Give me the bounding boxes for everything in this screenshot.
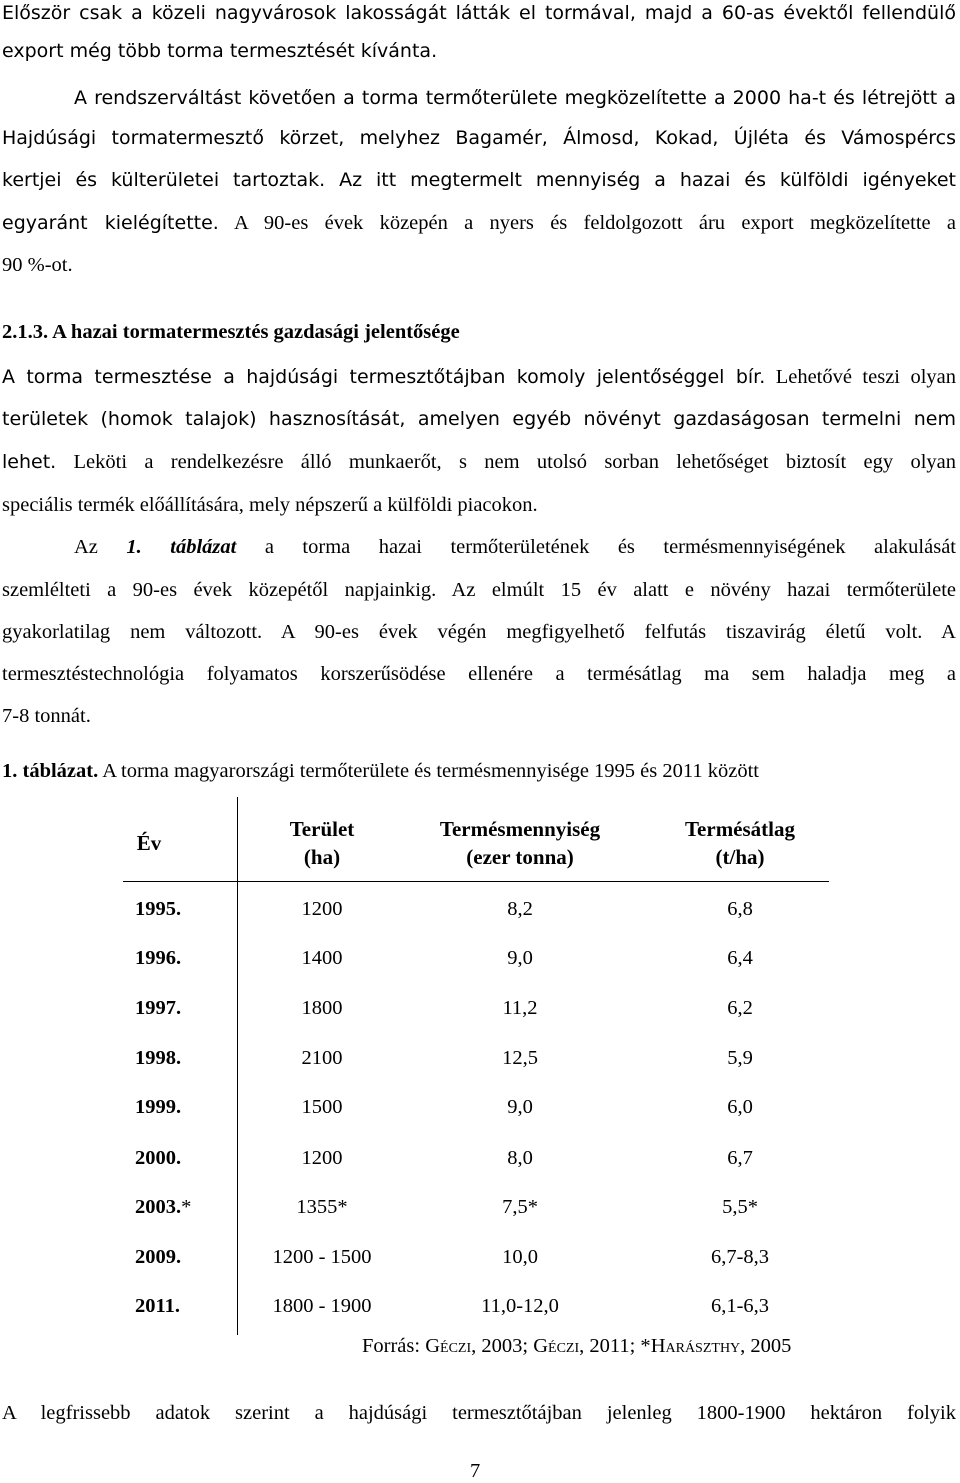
header-average-line2: (t/ha) <box>715 845 765 869</box>
table-row-area: 1200 <box>301 1147 343 1169</box>
table-row-yield: 9,0 <box>507 1096 533 1118</box>
table-row-area: 1800 - 1900 <box>272 1295 372 1317</box>
paragraph5-line1: A legfrissebb adatok szerint a hajdúsági termesztőtájban jelenleg 1800-1900 hektáron folyik <box>2 1402 956 1424</box>
table-reference-word: táblázat <box>141 536 237 558</box>
table-row-year: 1999. <box>135 1096 182 1118</box>
paragraph4-line4: termesztéstechnológia folyamatos korszerűsödése ellenére a termésátlag ma sem haladja meg a <box>2 663 956 685</box>
table-row-average: 6,7-8,3 <box>710 1246 770 1268</box>
table-row-average: 6,2 <box>727 997 753 1019</box>
source-author1-rest: éczi <box>440 1335 472 1357</box>
table-header-rule <box>123 881 829 882</box>
paragraph4-line1-rest: a torma hazai termőterületének és termésmennyiségének alakulását <box>236 536 956 558</box>
paragraph4-line2 <box>2 578 956 602</box>
table-row-year: 1998. <box>135 1047 182 1069</box>
header-yield-line2: (ezer tonna) <box>466 845 574 869</box>
source-author1-initial: G <box>425 1335 441 1357</box>
table-row-average: 6,8 <box>727 898 753 920</box>
table-row-area: 2100 <box>301 1047 343 1069</box>
source-author2-initial: G <box>533 1335 549 1357</box>
source-author3-year: , 2005 <box>740 1335 792 1357</box>
paragraph2-line1: A rendszerváltást követően a torma termőterülete megközelítette a 2000 ha-t és létrejött a <box>74 87 956 109</box>
table-row-average: 6,7 <box>727 1147 753 1169</box>
header-year: Év <box>136 831 162 855</box>
table-row-year <box>135 1195 191 1219</box>
paragraph3-line3-part-b: Leköti a rendelkezésre álló munkaerőt, s nem utolsó sorban lehetőséget biztosít egy olyan <box>56 451 956 473</box>
paragraph2-line5: 90 %-ot. <box>2 254 73 276</box>
table-row-year: 1995. <box>135 898 182 920</box>
paragraph4-line5: 7-8 tonnát. <box>2 705 91 727</box>
paragraph3-line3 <box>2 450 956 474</box>
paragraph2-line4-part-a: egyaránt kielégítette. <box>2 212 219 234</box>
paragraph2-line3-part-b: Az itt megtermelt mennyiség a hazai és külföldi igényeket <box>325 169 957 191</box>
table-row-yield: 11,2 <box>502 997 538 1019</box>
paragraph2-line3 <box>2 168 956 192</box>
paragraph3-line3-part-a: lehet. <box>2 451 57 473</box>
header-average <box>640 815 840 871</box>
table-row-yield: 10,0 <box>502 1246 538 1268</box>
header-area-line2: (ha) <box>303 845 341 869</box>
table-row-yield: 9,0 <box>507 947 533 969</box>
table-row-area: 1200 <box>301 898 343 920</box>
table-row-average: 6,0 <box>727 1096 753 1118</box>
paragraph2-line4-part-b: A 90-es évek közepén a nyers és feldolgozott áru export megközelítette a <box>218 212 957 234</box>
table-row-year: 1996. <box>135 947 182 969</box>
paragraph4-line2-part-a: szemlélteti a 90-es évek közepétől napjainkig. <box>2 579 437 601</box>
source-prefix: Forrás: <box>362 1335 426 1357</box>
table-row-yield: 12,5 <box>502 1047 538 1069</box>
source-author3-initial: H <box>650 1335 666 1357</box>
table-row-year-mark: * <box>181 1196 192 1218</box>
table-row-area: 1400 <box>301 947 343 969</box>
paragraph4-line3-part-b: A 90-es évek végén megfigyelhető felfutás tiszavirág életű volt. A <box>262 621 956 643</box>
header-area-line1: Terület <box>289 817 355 841</box>
table-caption-text: A torma magyarországi termőterülete és termésmennyisége 1995 és 2011 között <box>98 760 759 782</box>
table-row-year: 1997. <box>135 997 182 1019</box>
table-caption-label: 1. táblázat. <box>2 760 99 782</box>
paragraph4-line2-part-b: Az elmúlt 15 év alatt e növény hazai termőterülete <box>436 579 956 601</box>
table-row-yield: 11,0-12,0 <box>481 1295 559 1317</box>
paragraph3-line2: területek (homok talajok) hasznosítását, amelyen egyéb növényt gazdaságosan termelni nem <box>2 408 956 430</box>
paragraph4-line3 <box>2 620 956 644</box>
paragraph2-line4 <box>2 211 956 235</box>
paragraph2-line3-part-a: kertjei és külterületei tartoztak. <box>2 169 326 191</box>
header-area <box>237 815 407 871</box>
table-source <box>362 1334 956 1358</box>
paragraph3-line1-part-b: Lehetővé teszi olyan <box>765 366 956 388</box>
table-row-area: 1800 <box>301 997 343 1019</box>
table-reference-number: 1. <box>126 536 142 558</box>
table-row-average: 5,5* <box>722 1196 758 1218</box>
header-average-line1: Termésátlag <box>684 817 796 841</box>
paragraph3-line1 <box>2 365 956 389</box>
paragraph4-line1 <box>74 535 956 559</box>
table-row-year: 2000. <box>135 1147 182 1169</box>
table-caption <box>2 759 956 783</box>
source-author1-year: , 2003; <box>471 1335 534 1357</box>
table-row-yield: 7,5* <box>502 1196 538 1218</box>
page-number: 7 <box>470 1460 481 1482</box>
table-row-area: 1200 - 1500 <box>272 1246 372 1268</box>
table-row-yield: 8,2 <box>507 898 533 920</box>
paragraph1-line2: export még több torma termesztését kívánta. <box>2 40 438 62</box>
table-row-year: 2009. <box>135 1246 182 1268</box>
table-row-year-value: 2003. <box>135 1196 182 1218</box>
header-yield <box>410 815 630 871</box>
paragraph3-line4: speciális termék előállítására, mely népszerű a külföldi piacokon. <box>2 494 538 516</box>
source-author2-year: , 2011; * <box>579 1335 651 1357</box>
table-row-average: 6,1-6,3 <box>710 1295 770 1317</box>
table-row-area: 1355* <box>296 1196 348 1218</box>
paragraph4-az: Az <box>74 536 127 558</box>
table-row-yield: 8,0 <box>507 1147 533 1169</box>
paragraph4-line3-part-a: gyakorlatilag nem változott. <box>2 621 263 643</box>
source-author2-rest: éczi <box>548 1335 580 1357</box>
paragraph1-line1: Először csak a közeli nagyvárosok lakosságát látták el tormával, majd a 60-as évektől fellendülő <box>2 2 956 24</box>
section-heading: 2.1.3. A hazai tormatermesztés gazdasági jelentősége <box>2 321 460 343</box>
source-author3-rest: arászthy <box>665 1335 741 1357</box>
table-row-year: 2011. <box>135 1295 180 1317</box>
table-row-average: 6,4 <box>727 947 753 969</box>
table-row-average: 5,9 <box>727 1047 753 1069</box>
header-yield-line1: Termésmennyiség <box>439 817 601 841</box>
table-row-area: 1500 <box>301 1096 343 1118</box>
paragraph2-line2: Hajdúsági tormatermesztő körzet, melyhez Bagamér, Álmosd, Kokad, Újléta és Vámospércs <box>2 127 956 149</box>
paragraph3-line1-part-a: A torma termesztése a hajdúsági termesztőtájban komoly jelentőséggel bír. <box>2 366 766 388</box>
